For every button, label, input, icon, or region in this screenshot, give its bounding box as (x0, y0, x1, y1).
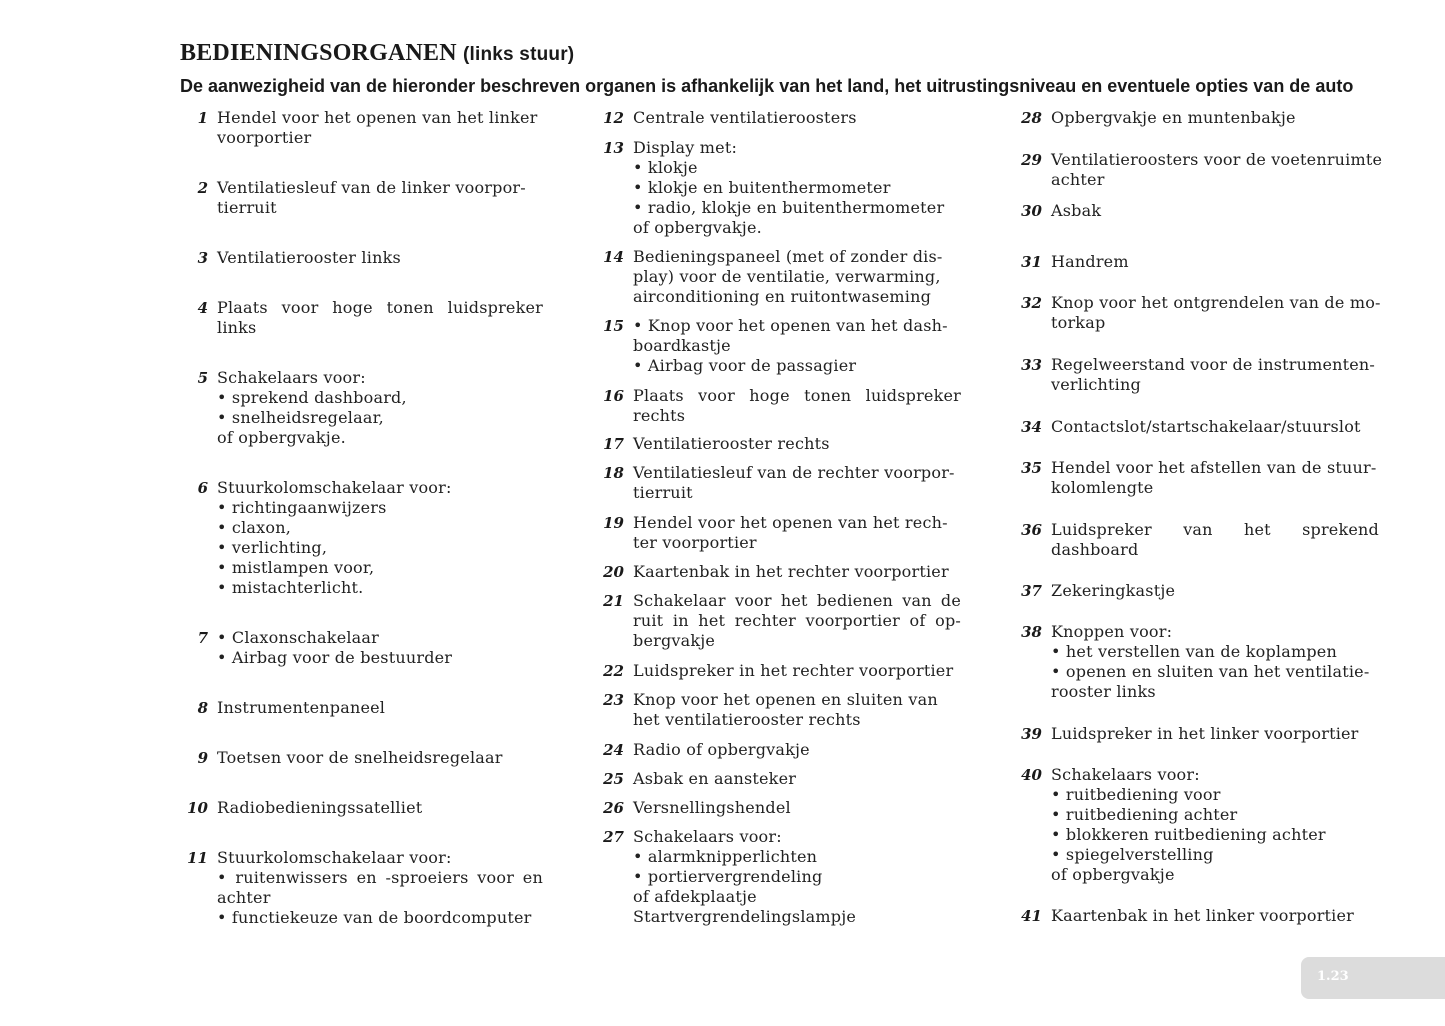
legend-number: 17 (603, 435, 624, 453)
legend-text-line: • openen en sluiten van het ventilatie- (1051, 662, 1370, 681)
legend-text-line: Stuurkolomschakelaar voor: (217, 478, 452, 497)
legend-text (217, 748, 543, 768)
legend-number: 14 (603, 248, 624, 266)
legend-number: 11 (187, 849, 208, 867)
legend-text-line: rooster links (1051, 682, 1156, 701)
legend-text-line: • mistlampen voor, (217, 558, 375, 577)
legend-text-line: Knop voor het ontgrendelen van de mo- (1051, 293, 1381, 312)
legend-item-37 (1021, 581, 1379, 601)
legend-text (217, 248, 543, 268)
legend-item-2 (197, 178, 543, 218)
legend-number: 3 (197, 249, 208, 267)
legend-text-line: Bedieningspaneel (met of zonder dis- (633, 247, 943, 266)
legend-text-line: boardkastje (633, 336, 731, 355)
legend-text-line: • claxon, (217, 518, 291, 537)
legend-text (1051, 765, 1379, 885)
legend-text-line: Schakelaars voor: (1051, 765, 1200, 784)
legend-text (633, 434, 961, 454)
legend-number: 13 (603, 139, 624, 157)
legend-text-line: Stuurkolomschakelaar voor: (217, 848, 452, 867)
legend-number: 38 (1021, 623, 1042, 641)
legend-text-line: of opbergvakje (1051, 865, 1175, 884)
legend-text-line: rechts (633, 406, 686, 425)
legend-number: 9 (197, 749, 208, 767)
legend-number: 18 (603, 464, 624, 482)
legend-text-line: of opbergvakje. (633, 218, 762, 237)
legend-text (217, 178, 543, 218)
legend-number: 37 (1021, 582, 1042, 600)
legend-number: 16 (603, 387, 624, 405)
legend-text-line: Handrem (1051, 252, 1129, 271)
legend-text-line: • richtingaanwijzers (217, 498, 387, 517)
legend-text-line: Luidspreker van het sprekend (1051, 520, 1379, 539)
legend-text (633, 769, 961, 789)
legend-number: 30 (1021, 202, 1042, 220)
legend-text-line: • blokkeren ruitbediening achter (1051, 825, 1326, 844)
legend-text-line: of afdekplaatje (633, 887, 757, 906)
page-title-main: BEDIENINGSORGANEN (180, 40, 457, 66)
legend-text (217, 368, 543, 448)
legend-text-line: • mistachterlicht. (217, 578, 364, 597)
legend-item-12 (603, 108, 961, 128)
legend-item-1 (197, 108, 543, 148)
legend-text (633, 108, 961, 128)
legend-text (1051, 293, 1379, 333)
legend-number: 34 (1021, 418, 1042, 436)
legend-text-line: verlichting (1051, 375, 1141, 394)
legend-text-line: • spiegelverstelling (1051, 845, 1214, 864)
legend-text (1051, 201, 1379, 221)
legend-number: 24 (603, 741, 624, 759)
legend-item-36 (1021, 520, 1379, 560)
legend-item-18 (603, 463, 961, 503)
legend-number: 5 (197, 369, 208, 387)
legend-text-line: Zekeringkastje (1051, 581, 1176, 600)
legend-text (633, 591, 961, 651)
legend-text (633, 138, 961, 238)
legend-text-line: Plaats voor hoge tonen luidspreker (633, 386, 961, 405)
legend-text (633, 661, 961, 681)
legend-text (633, 827, 961, 927)
legend-text-line: Display met: (633, 138, 738, 157)
legend-text-line: Ventilatierooster rechts (633, 434, 830, 453)
legend-item-10 (187, 798, 543, 818)
legend-item-15 (603, 316, 961, 376)
legend-text (1051, 417, 1379, 437)
legend-text-line: Toetsen voor de snelheidsregelaar (217, 748, 503, 767)
legend-number: 22 (603, 662, 624, 680)
legend-item-19 (603, 513, 961, 553)
legend-text (1051, 150, 1383, 190)
legend-text (217, 108, 543, 148)
legend-number: 10 (187, 799, 208, 817)
legend-text (1051, 458, 1379, 498)
legend-text (217, 298, 543, 338)
legend-text-line: • ruitenwissers en -sproeiers voor en (217, 868, 543, 887)
legend-text-line: • snelheidsregelaar, (217, 408, 384, 427)
legend-item-23 (603, 690, 961, 730)
legend-item-9 (197, 748, 543, 768)
legend-text (217, 478, 543, 598)
legend-number: 31 (1021, 253, 1042, 271)
legend-text (217, 698, 543, 718)
legend-text-line: achter (217, 888, 271, 907)
legend-number: 6 (197, 479, 208, 497)
legend-text-line: Opbergvakje en muntenbakje (1051, 108, 1296, 127)
legend-item-33 (1021, 355, 1379, 395)
legend-text-line: tierruit (217, 198, 277, 217)
legend-text-line: ter voorportier (633, 533, 757, 552)
legend-text (633, 316, 961, 376)
legend-text-line: • radio, klokje en buitenthermometer (633, 198, 945, 217)
legend-text-line: • klokje (633, 158, 698, 177)
legend-text-line: • alarmknipperlichten (633, 847, 818, 866)
legend-text-line: • Airbag voor de bestuurder (217, 648, 453, 667)
legend-text-line: ruit in het rechter voorportier of op- (633, 611, 961, 630)
legend-item-13 (603, 138, 961, 238)
legend-item-21 (603, 591, 961, 651)
legend-text-line: Ventilatieroosters voor de voetenruimte (1051, 150, 1383, 169)
legend-text-line: Asbak (1051, 201, 1102, 220)
legend-number: 29 (1021, 151, 1042, 169)
legend-text-line: Startvergrendelingslampje (633, 907, 857, 926)
legend-number: 19 (603, 514, 624, 532)
legend-text-line: links (217, 318, 257, 337)
legend-text-line: Knoppen voor: (1051, 622, 1173, 641)
legend-item-28 (1021, 108, 1379, 128)
legend-text-line: Hendel voor het openen van het linker (217, 108, 538, 127)
legend-text (1051, 906, 1379, 926)
legend-item-4 (197, 298, 543, 338)
legend-item-8 (197, 698, 543, 718)
legend-item-11 (187, 848, 543, 928)
legend-text-line: Ventilatiesleuf van de linker voorpor- (217, 178, 526, 197)
legend-text-line: Ventilatiesleuf van de rechter voorpor- (633, 463, 955, 482)
legend-number: 33 (1021, 356, 1042, 374)
legend-text (1051, 355, 1379, 395)
legend-number: 36 (1021, 521, 1042, 539)
legend-item-38 (1021, 622, 1379, 702)
legend-number: 8 (197, 699, 208, 717)
legend-item-3 (197, 248, 543, 268)
legend-text-line: bergvakje (633, 631, 716, 650)
legend-text-line: Kaartenbak in het rechter voorportier (633, 562, 949, 581)
legend-number: 2 (197, 179, 208, 197)
legend-text-line: tierruit (633, 483, 693, 502)
legend-item-31 (1021, 252, 1379, 272)
legend-item-40 (1021, 765, 1379, 885)
legend-text-line: Radiobedieningssatelliet (217, 798, 423, 817)
legend-text-line: of opbergvakje. (217, 428, 346, 447)
legend-item-20 (603, 562, 961, 582)
legend-item-5 (197, 368, 543, 448)
legend-text-line: dashboard (1051, 540, 1139, 559)
legend-number: 39 (1021, 725, 1042, 743)
legend-text (633, 247, 961, 307)
legend-text (633, 690, 961, 730)
legend-text-line: het ventilatierooster rechts (633, 710, 861, 729)
legend-text (633, 463, 961, 503)
legend-item-30 (1021, 201, 1379, 221)
legend-text (1051, 108, 1379, 128)
legend-text (1051, 581, 1379, 601)
legend-text-line: Contactslot/startschakelaar/stuurslot (1051, 417, 1361, 436)
legend-item-22 (603, 661, 961, 681)
legend-text-line: Luidspreker in het rechter voorportier (633, 661, 954, 680)
legend-number: 20 (603, 563, 624, 581)
legend-text-line: Kaartenbak in het linker voorportier (1051, 906, 1355, 925)
legend-text-line: Hendel voor het openen van het rech- (633, 513, 948, 532)
legend-text-line: achter (1051, 170, 1105, 189)
legend-text (633, 740, 961, 760)
legend-number: 32 (1021, 294, 1042, 312)
legend-text (633, 513, 961, 553)
legend-number: 4 (197, 299, 208, 317)
legend-text-line: Asbak en aansteker (633, 769, 797, 788)
legend-text-line: • portiervergrendeling (633, 867, 823, 886)
legend-item-39 (1021, 724, 1379, 744)
legend-text (1051, 252, 1379, 272)
legend-text-line: Hendel voor het afstellen van de stuur- (1051, 458, 1377, 477)
legend-text-line: Knop voor het openen en sluiten van (633, 690, 938, 709)
legend-number: 12 (603, 109, 624, 127)
legend-text-line: Centrale ventilatieroosters (633, 108, 857, 127)
legend-text-line: • functiekeuze van de boordcomputer (217, 908, 532, 927)
legend-item-14 (603, 247, 961, 307)
legend-text-line: torkap (1051, 313, 1106, 332)
legend-text-line: Regelweerstand voor de instrumenten- (1051, 355, 1376, 374)
legend-text-line: Schakelaars voor: (633, 827, 782, 846)
legend-text (633, 386, 961, 426)
legend-number: 26 (603, 799, 624, 817)
legend-text-line: Versnellingshendel (633, 798, 791, 817)
legend-text (633, 562, 961, 582)
legend-text-line: • ruitbediening achter (1051, 805, 1238, 824)
legend-item-32 (1021, 293, 1381, 333)
page-number: 1.23 (1317, 969, 1349, 984)
legend-number: 25 (603, 770, 624, 788)
legend-text (217, 798, 543, 818)
legend-item-34 (1021, 417, 1379, 437)
legend-text (1051, 520, 1379, 560)
legend-text-line: airconditioning en ruitontwaseming (633, 287, 932, 306)
legend-text-line: Ventilatierooster links (217, 248, 401, 267)
legend-text-line: • klokje en buitenthermometer (633, 178, 891, 197)
legend-item-27 (603, 827, 961, 927)
legend-text-line: • verlichting, (217, 538, 328, 557)
legend-item-26 (603, 798, 961, 818)
legend-text-line: play) voor de ventilatie, verwarming, (633, 267, 941, 286)
legend-text-line: • ruitbediening voor (1051, 785, 1221, 804)
legend-text-line: • Airbag voor de passagier (633, 356, 857, 375)
legend-text-line: voorportier (217, 128, 312, 147)
legend-number: 7 (197, 629, 208, 647)
legend-item-6 (197, 478, 543, 598)
legend-text-line: • Claxonschakelaar (217, 628, 380, 647)
legend-item-35 (1021, 458, 1379, 498)
page-number-tab (1301, 957, 1445, 999)
legend-item-24 (603, 740, 961, 760)
legend-number: 15 (603, 317, 624, 335)
legend-item-29 (1021, 150, 1383, 190)
legend-number: 23 (603, 691, 624, 709)
legend-item-41 (1021, 906, 1379, 926)
legend-text-line: Schakelaar voor het bedienen van de (633, 591, 961, 610)
legend-text-line: • het verstellen van de koplampen (1051, 642, 1337, 661)
legend-text (217, 848, 543, 928)
legend-item-25 (603, 769, 961, 789)
legend-number: 41 (1021, 907, 1042, 925)
legend-text (633, 798, 961, 818)
legend-text-line: • Knop voor het openen van het dash- (633, 316, 948, 335)
legend-number: 28 (1021, 109, 1042, 127)
legend-number: 27 (603, 828, 624, 846)
legend-text (1051, 622, 1379, 702)
legend-number: 1 (197, 109, 208, 127)
legend-text-line: Radio of opbergvakje (633, 740, 810, 759)
legend-text (1051, 724, 1379, 744)
legend-text-line: • sprekend dashboard, (217, 388, 407, 407)
page-subtitle: De aanwezigheid van de hieronder beschreven organen is afhankelijk van het land, het uitrustingsniveau en eventuele opties van de auto (180, 76, 1354, 96)
legend-text-line: Luidspreker in het linker voorportier (1051, 724, 1359, 743)
legend-item-7 (197, 628, 543, 668)
legend-number: 40 (1021, 766, 1042, 784)
legend-item-17 (603, 434, 961, 454)
page-title (180, 40, 574, 67)
legend-text (217, 628, 543, 668)
legend-text-line: Plaats voor hoge tonen luidspreker (217, 298, 543, 317)
legend-number: 21 (603, 592, 624, 610)
legend-item-16 (603, 386, 961, 426)
legend-text-line: Schakelaars voor: (217, 368, 366, 387)
legend-text-line: kolomlengte (1051, 478, 1154, 497)
legend-text-line: Instrumentenpaneel (217, 698, 386, 717)
page-title-suffix: (links stuur) (463, 44, 575, 65)
legend-number: 35 (1021, 459, 1042, 477)
